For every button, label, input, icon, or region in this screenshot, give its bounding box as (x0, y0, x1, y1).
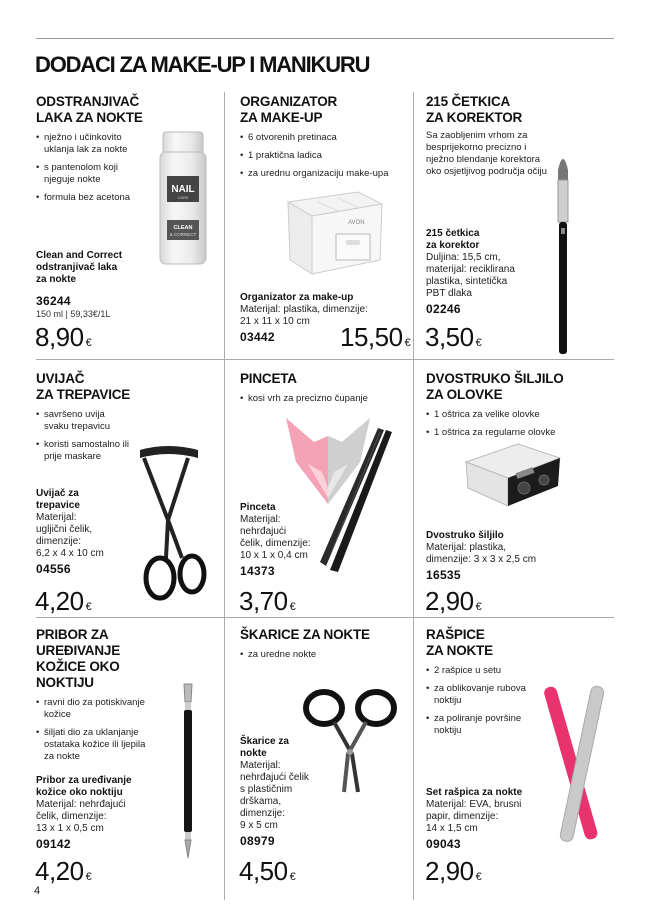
detail-body: Materijal: EVA, brusni papir, dimenzije: 14 x 1,5 cm (426, 799, 522, 834)
feature: • nježno i učinkovito uklanja lak za nokte (36, 132, 136, 156)
feature-list (36, 132, 136, 204)
feature-list (426, 409, 616, 439)
product-name: DVOSTRUKO ŠILJILO ZA OLOVKE (426, 371, 564, 402)
feature: • s pantenolom koji njeguje nokte (36, 162, 136, 186)
feature-list (426, 665, 526, 737)
price: 8,90 € (35, 322, 92, 352)
detail-title: Škarice za nokte (240, 736, 289, 759)
feature: • savršeno uvija svaku trepavicu (36, 409, 131, 433)
product-name: ODSTRANJIVAČ LAKA ZA NOKTE (36, 94, 143, 125)
bottle-line-text: CARE (177, 195, 189, 200)
product-code: 09043 (426, 837, 461, 851)
feature: • 1 oštrica za velike olovke (426, 409, 616, 421)
feature: • formula bez acetona (36, 192, 136, 204)
product-name: ORGANIZATOR ZA MAKE-UP (240, 94, 338, 125)
bottle-label-text: CLEAN (173, 225, 193, 231)
feature: • za urednu organizaciju make-upa (240, 168, 410, 180)
price: 3,70 € (239, 586, 296, 616)
product-details (426, 530, 606, 582)
detail-body: Materijal: plastika, dimenzije: 3 x 3 x 2,5 cm (426, 542, 537, 565)
product-details (36, 775, 186, 851)
product-details (240, 736, 335, 848)
feature: • 1 oštrica za regularne olovke (426, 427, 616, 439)
product-name: UVIJAČ ZA TREPAVICE (36, 371, 131, 402)
detail-body: Materijal: plastika, dimenzije: 21 x 11 x 10 cm (240, 304, 368, 327)
feature-list (240, 393, 410, 405)
product-details (240, 502, 335, 578)
product-code: 04556 (36, 562, 71, 576)
detail-body: Materijal: ugljični čelik, dimenzije: 6,2 x 4 x 10 cm (36, 512, 104, 559)
product-volume: 150 ml | 59,33€/1L (36, 309, 111, 319)
page-title: DODACI ZA MAKE-UP I MANIKURU (35, 52, 370, 77)
top-rule (36, 38, 614, 39)
concealer-brush-image (548, 148, 578, 356)
detail-body: Duljina: 15,5 cm, materijal: reciklirana plastika, sintetička PBT dlaka (426, 252, 515, 299)
product-code: 14373 (240, 564, 275, 578)
feature-list (240, 132, 410, 180)
product-description: Sa zaobljenim vrhom za besprijekorno precizno i nježno blendanje korektora oko osjetljivog područja očiju (426, 130, 547, 177)
product-concealer-brush (426, 94, 561, 178)
detail-title: Uvijač za trepavice (36, 488, 80, 511)
detail-body: Materijal: nehrđajući čelik, dimenzije: 10 x 1 x 0,4 cm (240, 514, 311, 561)
price: 3,50 € (425, 322, 482, 352)
feature-list (36, 697, 148, 763)
detail-title: Pinceta (240, 502, 276, 513)
product-name: 215 ČETKICA ZA KOREKTOR (426, 94, 523, 125)
feature: • 2 rašpice u setu (426, 665, 526, 677)
detail-title: Clean and Correct odstranjivač laka za nokte (36, 250, 123, 285)
product-code: 16535 (426, 568, 461, 582)
detail-title: Dvostruko šiljilo (426, 530, 504, 541)
column-divider (413, 92, 414, 900)
product-tweezers (240, 371, 410, 411)
feature: • koristi samostalno ili prije maskare (36, 439, 131, 463)
feature-list (240, 649, 410, 661)
organizer-logo-text: AVON (348, 220, 365, 226)
price: 4,50 € (239, 856, 296, 886)
product-double-sharpener (426, 371, 616, 445)
column-divider (224, 92, 225, 900)
feature: • za oblikovanje rubova noktiju (426, 683, 526, 707)
bottle-label-text: & CORRECT (169, 232, 197, 237)
feature: • za poliranje površine noktiju (426, 713, 526, 737)
double-sharpener-image (458, 436, 568, 516)
detail-title: Pribor za uređivanje kožice oko noktiju (36, 775, 132, 798)
price: 2,90 € (425, 856, 482, 886)
detail-body: Materijal: nehrđajući čelik s plastičnim drškama, dimenzije: 9 x 5 cm (240, 760, 309, 831)
product-code: 08979 (240, 834, 275, 848)
row-divider (36, 617, 614, 618)
product-name: PRIBOR ZA UREĐIVANJE KOŽICE OKO NOKTIJU (36, 627, 121, 690)
detail-title: Set rašpica za nokte (426, 787, 523, 798)
product-details (426, 228, 546, 316)
price: 2,90 € (425, 586, 482, 616)
product-name: RAŠPICE ZA NOKTE (426, 627, 493, 658)
product-nail-scissors (240, 627, 410, 667)
product-name: ŠKARICE ZA NOKTE (240, 627, 370, 642)
bottle-brand-text: NAIL (171, 184, 195, 195)
feature: • šiljati dio za uklanjanje ostataka kožice ili ljepila za nokte (36, 727, 148, 763)
feature: • 1 praktična ladica (240, 150, 410, 162)
detail-title: Organizator za make-up (240, 292, 354, 303)
detail-title: 215 četkica za korektor (426, 228, 480, 251)
product-makeup-organizer (240, 94, 410, 186)
product-details (426, 787, 586, 851)
price: 15,50 € (340, 322, 411, 352)
product-details (36, 488, 146, 576)
feature: • ravni dio za potiskivanje kožice (36, 697, 148, 721)
feature: • za uredne nokte (240, 649, 410, 661)
product-name: PINCETA (240, 371, 297, 386)
product-code: 02246 (426, 302, 461, 316)
row-divider (36, 359, 614, 360)
page-number: 4 (34, 885, 41, 897)
product-details (36, 250, 216, 319)
feature: • kosi vrh za precizno čupanje (240, 393, 410, 405)
nail-polish-remover-bottle-image (150, 128, 216, 268)
price: 4,20 € (35, 856, 92, 886)
detail-body: Materijal: nehrđajući čelik, dimenzije: 13 x 1 x 0,5 cm (36, 799, 126, 834)
product-code: 09142 (36, 837, 71, 851)
product-code: 03442 (240, 330, 275, 344)
feature-list (36, 409, 131, 463)
price: 4,20 € (35, 586, 92, 616)
makeup-organizer-image (278, 180, 388, 280)
product-code: 36244 (36, 294, 71, 308)
feature: • 6 otvorenih pretinaca (240, 132, 410, 144)
